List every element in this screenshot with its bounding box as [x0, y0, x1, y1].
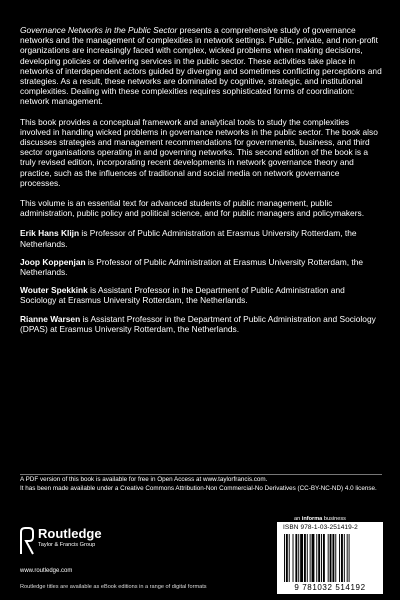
- author-description: is Assistant Professor in the Department of Public Administration and Sociology (DPAS) at Erasmus University Rotterdam, the Netherlands.: [20, 313, 376, 334]
- barcode-icon: [283, 534, 377, 582]
- author-description: is Assistant Professor in the Department of Public Administration and Sociology at Erasmus University Rotterdam, the Netherlands.: [20, 285, 345, 306]
- publisher-website: www.routledge.com: [20, 568, 73, 574]
- informa-prefix: an: [294, 516, 302, 522]
- publisher-name-block: [38, 527, 102, 549]
- author-name: Wouter Spekkink: [20, 285, 88, 296]
- open-access-line-1: A PDF version of this book is available for free in Open Access at www.taylorfrancis.com.: [20, 476, 268, 483]
- author-bio: [20, 285, 382, 305]
- author-bio: [20, 228, 382, 248]
- informa-brand: informa: [301, 516, 323, 522]
- routledge-logo-icon: [20, 527, 34, 555]
- author-name: Joop Koppenjan: [20, 256, 86, 267]
- author-bio: [20, 257, 382, 277]
- author-description: is Professor of Public Administration at Erasmus University Rotterdam, the Netherlands.: [20, 228, 357, 249]
- back-cover-text: [20, 25, 382, 342]
- author-name: Rianne Warsen: [20, 313, 81, 324]
- description-paragraph-2: This book provides a conceptual framework and analytical tools to study the complexities involved in handling wicked problems in governance networks in the public sector. The book also discusses strategies and management recommendations for governments, business, and third sector organisations operating in and governing networks. This second edition of the book is a truly revised edition, incorporating recent developments in network governance theory and practice, such as the influences of traditional and social media on network governance processes.: [20, 116, 378, 188]
- informa-suffix: business: [322, 516, 346, 522]
- open-access-line-2: It has been made available under a Creative Commons Attribution-Non Commercial-No Derivatives (CC-BY-NC-ND) 4.0 license.: [20, 484, 377, 492]
- description-text: presents a comprehensive study of governance networks and the management of complexities in network settings. Public, private, and non-profit organizations are increasingly faced with complex, wicked problems when making decisions, developing policies or delivering services in the public sector. These activities take place in networks of interdependent actors guided by diverging and sometimes conflicting perceptions and strategies. As a result, these networks are dominated by cognitive, strategic, and institutional complexities. Dealing with these complexities requires sophisticated forms of coordination: network management.: [20, 25, 382, 107]
- author-description: is Professor of Public Administration at Erasmus University Rotterdam, the Netherlands.: [20, 256, 364, 278]
- description-paragraph-1: [20, 25, 382, 107]
- publisher-group: Taylor & Francis Group: [38, 542, 96, 548]
- divider: [20, 474, 382, 475]
- routledge-logo: [20, 525, 140, 563]
- ebook-footer-note: Routledge titles are available as eBook editions in a range of digital formats: [20, 584, 207, 590]
- isbn-label: ISBN 978-1-03-251419-2: [283, 524, 358, 531]
- description-paragraph-3: This volume is an essential text for advanced students of public management, public administration, public policy and political science, and for public managers and policymakers.: [20, 198, 365, 219]
- book-title: Governance Networks in the Public Sector: [20, 25, 178, 35]
- isbn-barcode-box: [277, 522, 383, 594]
- author-bio: [20, 314, 382, 334]
- author-name: Erik Hans Klijn: [20, 228, 80, 239]
- publisher-name: Routledge: [38, 526, 102, 541]
- barcode-number: 9 781032 514192: [294, 583, 366, 592]
- open-access-notice: [20, 476, 382, 494]
